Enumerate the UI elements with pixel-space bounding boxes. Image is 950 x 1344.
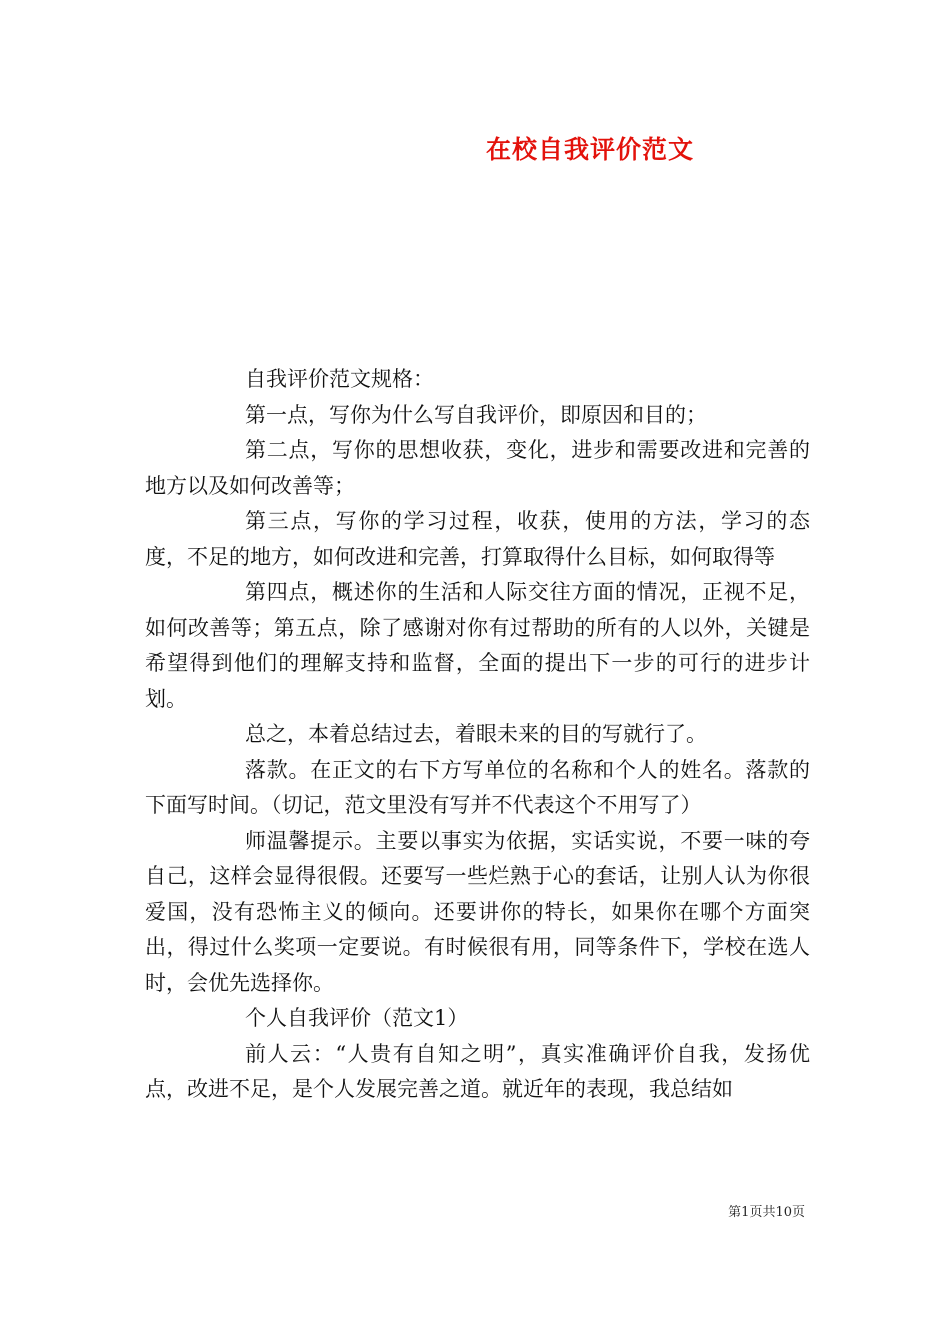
paragraph: 落款。在正文的右下方写单位的名称和个人的姓名。落款的下面写时间。（切记，范文里没有写并不代表这个不用写了） (145, 757, 810, 817)
paragraph: 第一点，写你为什么写自我评价，即原因和目的； (245, 402, 707, 427)
paragraph: 第四点，概述你的生活和人际交往方面的情况，正视不足，如何改善等；第五点，除了感谢对你有过帮助的所有的人以外，关键是希望得到他们的理解支持和监督，全面的提出下一步的可行的进步计划。 (145, 580, 810, 711)
paragraph: 总之，本着总结过去，着眼未来的目的写就行了。 (245, 722, 707, 746)
paragraph: 第二点，写你的思想收获，变化，进步和需要改进和完善的地方以及如何改善等； (145, 438, 810, 498)
document-body (145, 362, 810, 1108)
paragraph: 前人云：“人贵有自知之明”，真实准确评价自我，发扬优点，改进不足，是个人发展完善之道。就近年的表现，我总结如 (145, 1041, 810, 1101)
page-footer: 第1页共10页 (728, 1205, 805, 1220)
paragraph: 自我评价范文规格： (245, 367, 434, 391)
document-title: 在校自我评价范文 (485, 135, 694, 164)
paragraph: 第三点，写你的学习过程，收获，使用的方法，学习的态度，不足的地方，如何改进和完善，打算取得什么目标，如何取得等 (145, 509, 810, 569)
paragraph: 师温馨提示。主要以事实为依据，实话实说，不要一味的夸自己，这样会显得很假。还要写一些烂熟于心的套话，让别人认为你很爱国，没有恐怖主义的倾向。还要讲你的特长，如果你在哪个方面突出，得过什么奖项一定要说。有时候很有用，同等条件下，学校在选人时，会优先选择你。 (145, 828, 810, 995)
paragraph: 个人自我评价（范文1） (245, 1006, 469, 1030)
